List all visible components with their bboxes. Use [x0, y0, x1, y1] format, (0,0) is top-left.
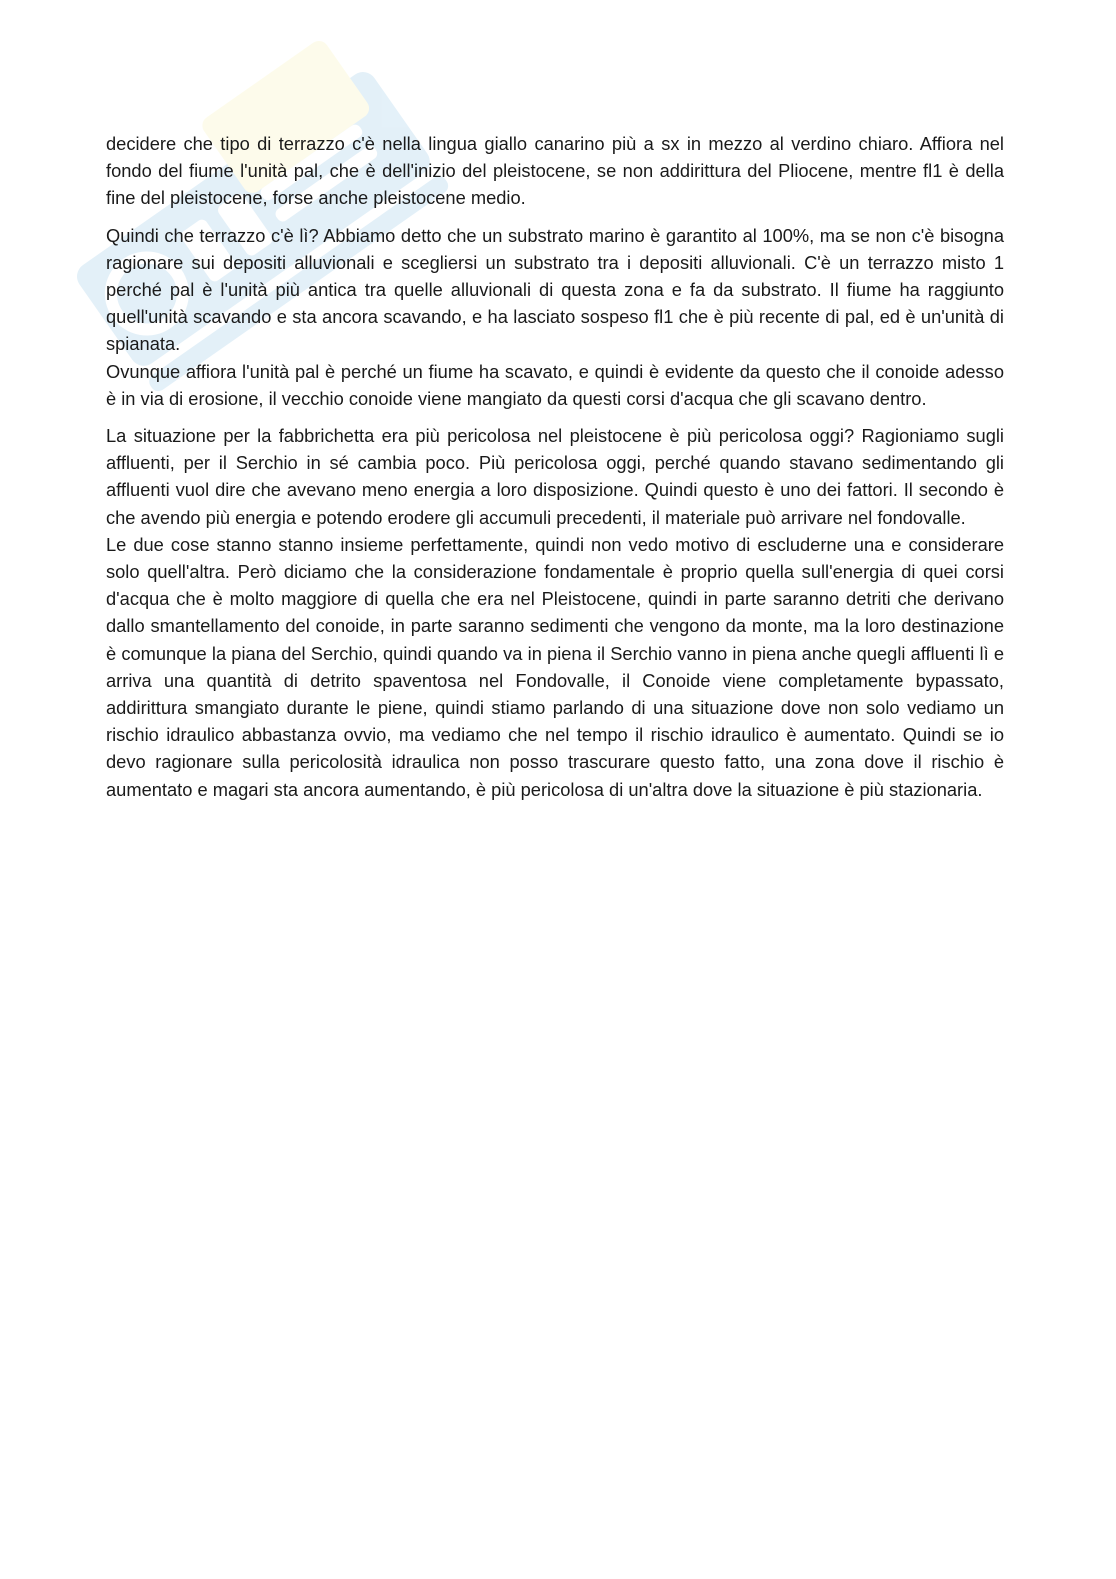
paragraph-5: Le due cose stanno stanno insieme perfettamente, quindi non vedo motivo di escluderne una e considerare solo quell'altra. Però diciamo che la considerazione fondamentale è proprio quella sull'energia di quei corsi d'acqua che è molto maggiore di quella che era nel Pleistocene, quindi in parte saranno detriti che derivano dallo smantellamento del conoide, in parte saranno sedimenti che vengono da monte, ma la loro destinazione è comunque la piana del Serchio, quindi quando va in piena il Serchio vanno in piena anche quegli affluenti lì e arriva una quantità di detrito spaventosa nel Fondovalle, il Conoide viene completamente bypassato, addirittura smangiato durante le piene, quindi stiamo parlando di una situazione dove non solo vediamo un rischio idraulico abbastanza ovvio, ma vediamo che nel tempo il rischio idraulico è aumentato. Quindi se io devo ragionare sulla pericolosità idraulica non posso trascurare questo fatto, una zona dove il rischio è aumentato e magari sta ancora aumentando, è più pericolosa di un'altra dove la situazione è più stazionaria.: [106, 533, 1004, 800]
document-body: [106, 130, 1004, 803]
paragraph-3: Ovunque affiora l'unità pal è perché un fiume ha scavato, e quindi è evidente da questo che il conoide adesso è in via di erosione, il vecchio conoide viene mangiato da questi corsi d'acqua che gli scavano dentro.: [106, 360, 1004, 409]
paragraph-1: decidere che tipo di terrazzo c'è nella lingua giallo canarino più a sx in mezzo al verdino chiaro. Affiora nel fondo del fiume l'unità pal, che è dell'inizio del pleistocene, se non addirittura del Pliocene, mentre fl1 è della fine del pleistocene, forse anche pleistocene medio.: [106, 133, 1004, 209]
paragraph-4: La situazione per la fabbrichetta era più pericolosa nel pleistocene è più pericolosa oggi? Ragioniamo sugli affluenti, per il Serchio in sé cambia poco. Più pericolosa oggi, perché quando stavano sedimentando gli affluenti vuol dire che avevano meno energia a loro disposizione. Quindi questo è uno dei fattori. Il secondo è che avendo più energia e potendo erodere gli accumuli precedenti, il materiale può arrivare nel fondovalle.: [106, 425, 1004, 528]
paragraph-2: Quindi che terrazzo c'è lì? Abbiamo detto che un substrato marino è garantito al 100%, ma se non c'è bisogna ragionare sui depositi alluvionali e scegliersi un substrato tra i depositi alluvionali. C'è un terrazzo misto 1 perché pal è l'unità più antica tra quelle alluvionali di questa zona e fa da substrato. Il fiume ha raggiunto quell'unità scavando e sta ancora scavando, e ha lasciato sospeso fl1 che è più recente di pal, ed è un'unità di spianata.: [106, 224, 1004, 355]
